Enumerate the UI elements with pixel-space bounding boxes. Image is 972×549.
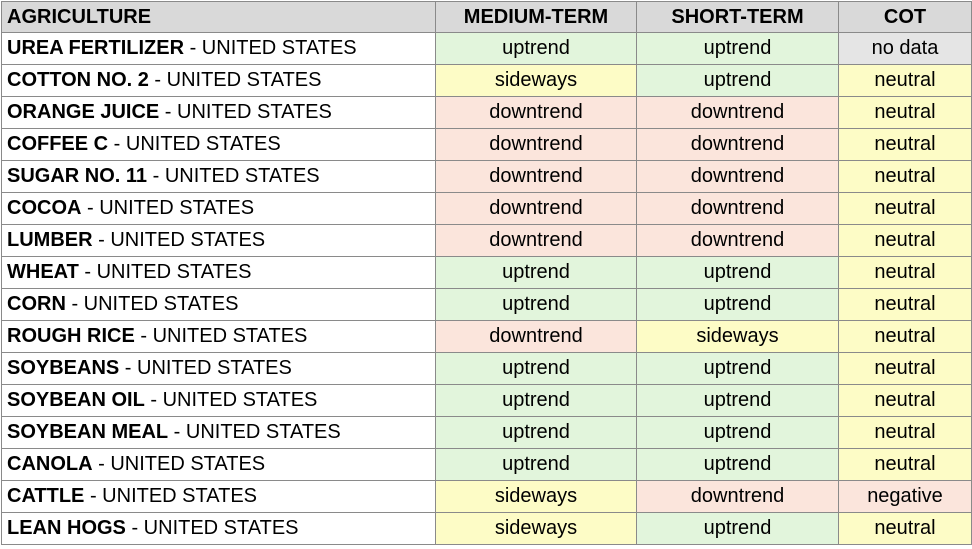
- commodity-region: - UNITED STATES: [147, 165, 320, 187]
- cot-cell: neutral: [839, 129, 972, 161]
- cot-cell: neutral: [839, 289, 972, 321]
- table-row: [2, 161, 972, 193]
- commodity-name: WHEAT: [7, 261, 79, 283]
- cot-cell: neutral: [839, 161, 972, 193]
- table-row: [2, 417, 972, 449]
- short-term-cell: uptrend: [637, 513, 839, 545]
- short-term-cell: downtrend: [637, 193, 839, 225]
- commodity-cell: [2, 161, 436, 193]
- medium-term-cell: downtrend: [436, 97, 637, 129]
- medium-term-cell: downtrend: [436, 321, 637, 353]
- cot-cell: neutral: [839, 385, 972, 417]
- commodity-cell: [2, 65, 436, 97]
- medium-term-cell: uptrend: [436, 353, 637, 385]
- commodity-name: SOYBEANS: [7, 357, 120, 379]
- table-row: [2, 225, 972, 257]
- table-row: [2, 129, 972, 161]
- short-term-cell: downtrend: [637, 129, 839, 161]
- commodity-cell: [2, 481, 436, 513]
- cot-cell: neutral: [839, 193, 972, 225]
- table-header: [2, 2, 972, 33]
- commodity-region: - UNITED STATES: [81, 197, 255, 219]
- short-term-cell: downtrend: [637, 225, 839, 257]
- commodity-cell: [2, 449, 436, 481]
- commodity-region: - UNITED STATES: [119, 357, 292, 379]
- table-row: [2, 353, 972, 385]
- commodity-region: - UNITED STATES: [168, 421, 341, 443]
- commodity-region: - UNITED STATES: [125, 517, 299, 539]
- medium-term-cell: downtrend: [436, 161, 637, 193]
- commodity-region: - UNITED STATES: [184, 37, 357, 59]
- short-term-cell: uptrend: [637, 257, 839, 289]
- medium-term-cell: downtrend: [436, 225, 637, 257]
- header-medium-term: MEDIUM-TERM: [436, 2, 637, 33]
- short-term-cell: uptrend: [637, 65, 839, 97]
- table-row: [2, 193, 972, 225]
- commodity-name: UREA FERTILIZER: [7, 37, 185, 59]
- commodity-region: - UNITED STATES: [65, 293, 239, 315]
- commodity-cell: [2, 193, 436, 225]
- commodity-name: LEAN HOGS: [7, 517, 126, 539]
- commodity-cell: [2, 257, 436, 289]
- commodity-name: CATTLE: [7, 485, 85, 507]
- commodity-region: - UNITED STATES: [92, 453, 266, 475]
- commodity-name: SOYBEAN OIL: [7, 389, 145, 411]
- commodity-region: - UNITED STATES: [159, 101, 332, 123]
- commodity-name: COFFEE C: [7, 133, 109, 155]
- commodity-region: - UNITED STATES: [108, 133, 281, 155]
- header-cot: COT: [839, 2, 972, 33]
- commodity-cell: [2, 321, 436, 353]
- cot-cell: neutral: [839, 65, 972, 97]
- commodity-name: ROUGH RICE: [7, 325, 135, 347]
- medium-term-cell: uptrend: [436, 385, 637, 417]
- short-term-cell: downtrend: [637, 481, 839, 513]
- medium-term-cell: uptrend: [436, 289, 637, 321]
- commodity-cell: [2, 129, 436, 161]
- short-term-cell: uptrend: [637, 417, 839, 449]
- table-row: [2, 513, 972, 545]
- short-term-cell: downtrend: [637, 97, 839, 129]
- medium-term-cell: sideways: [436, 513, 637, 545]
- medium-term-cell: uptrend: [436, 449, 637, 481]
- commodity-name: ORANGE JUICE: [7, 101, 160, 123]
- commodity-cell: [2, 225, 436, 257]
- table-row: [2, 321, 972, 353]
- cot-cell: neutral: [839, 97, 972, 129]
- table-row: [2, 257, 972, 289]
- commodity-name: CORN: [7, 293, 66, 315]
- commodity-name: SUGAR NO. 11: [7, 165, 148, 187]
- commodity-cell: [2, 97, 436, 129]
- table-row: [2, 97, 972, 129]
- cot-cell: neutral: [839, 449, 972, 481]
- commodity-region: - UNITED STATES: [134, 325, 308, 347]
- short-term-cell: uptrend: [637, 33, 839, 65]
- trend-table: [1, 1, 972, 545]
- commodity-region: - UNITED STATES: [78, 261, 252, 283]
- commodity-region: - UNITED STATES: [144, 389, 318, 411]
- medium-term-cell: downtrend: [436, 129, 637, 161]
- commodity-name: COCOA: [7, 197, 82, 219]
- medium-term-cell: sideways: [436, 481, 637, 513]
- table-row: [2, 65, 972, 97]
- medium-term-cell: uptrend: [436, 33, 637, 65]
- table-row: [2, 385, 972, 417]
- medium-term-cell: uptrend: [436, 417, 637, 449]
- short-term-cell: uptrend: [637, 449, 839, 481]
- header-short-term: SHORT-TERM: [637, 2, 839, 33]
- short-term-cell: downtrend: [637, 161, 839, 193]
- medium-term-cell: uptrend: [436, 257, 637, 289]
- short-term-cell: uptrend: [637, 353, 839, 385]
- cot-cell: negative: [839, 481, 972, 513]
- cot-cell: neutral: [839, 353, 972, 385]
- commodity-cell: [2, 513, 436, 545]
- table-row: [2, 449, 972, 481]
- medium-term-cell: sideways: [436, 65, 637, 97]
- commodity-name: SOYBEAN MEAL: [7, 421, 169, 443]
- medium-term-cell: downtrend: [436, 193, 637, 225]
- commodity-cell: [2, 353, 436, 385]
- cot-cell: neutral: [839, 417, 972, 449]
- table-row: [2, 33, 972, 65]
- cot-cell: neutral: [839, 257, 972, 289]
- commodity-cell: [2, 289, 436, 321]
- table-row: [2, 481, 972, 513]
- short-term-cell: uptrend: [637, 385, 839, 417]
- commodity-cell: [2, 417, 436, 449]
- table-row: [2, 289, 972, 321]
- cot-cell: no data: [839, 33, 972, 65]
- cot-cell: neutral: [839, 225, 972, 257]
- commodity-cell: [2, 385, 436, 417]
- commodity-region: - UNITED STATES: [148, 69, 322, 91]
- cot-cell: neutral: [839, 321, 972, 353]
- cot-cell: neutral: [839, 513, 972, 545]
- table-body: [2, 33, 972, 545]
- commodity-name: COTTON NO. 2: [7, 69, 149, 91]
- commodity-name: CANOLA: [7, 453, 93, 475]
- commodity-region: - UNITED STATES: [84, 485, 258, 507]
- header-row: [2, 2, 972, 33]
- header-category: AGRICULTURE: [2, 2, 436, 33]
- short-term-cell: uptrend: [637, 289, 839, 321]
- commodity-region: - UNITED STATES: [92, 229, 266, 251]
- commodity-name: LUMBER: [7, 229, 93, 251]
- short-term-cell: sideways: [637, 321, 839, 353]
- commodity-cell: [2, 33, 436, 65]
